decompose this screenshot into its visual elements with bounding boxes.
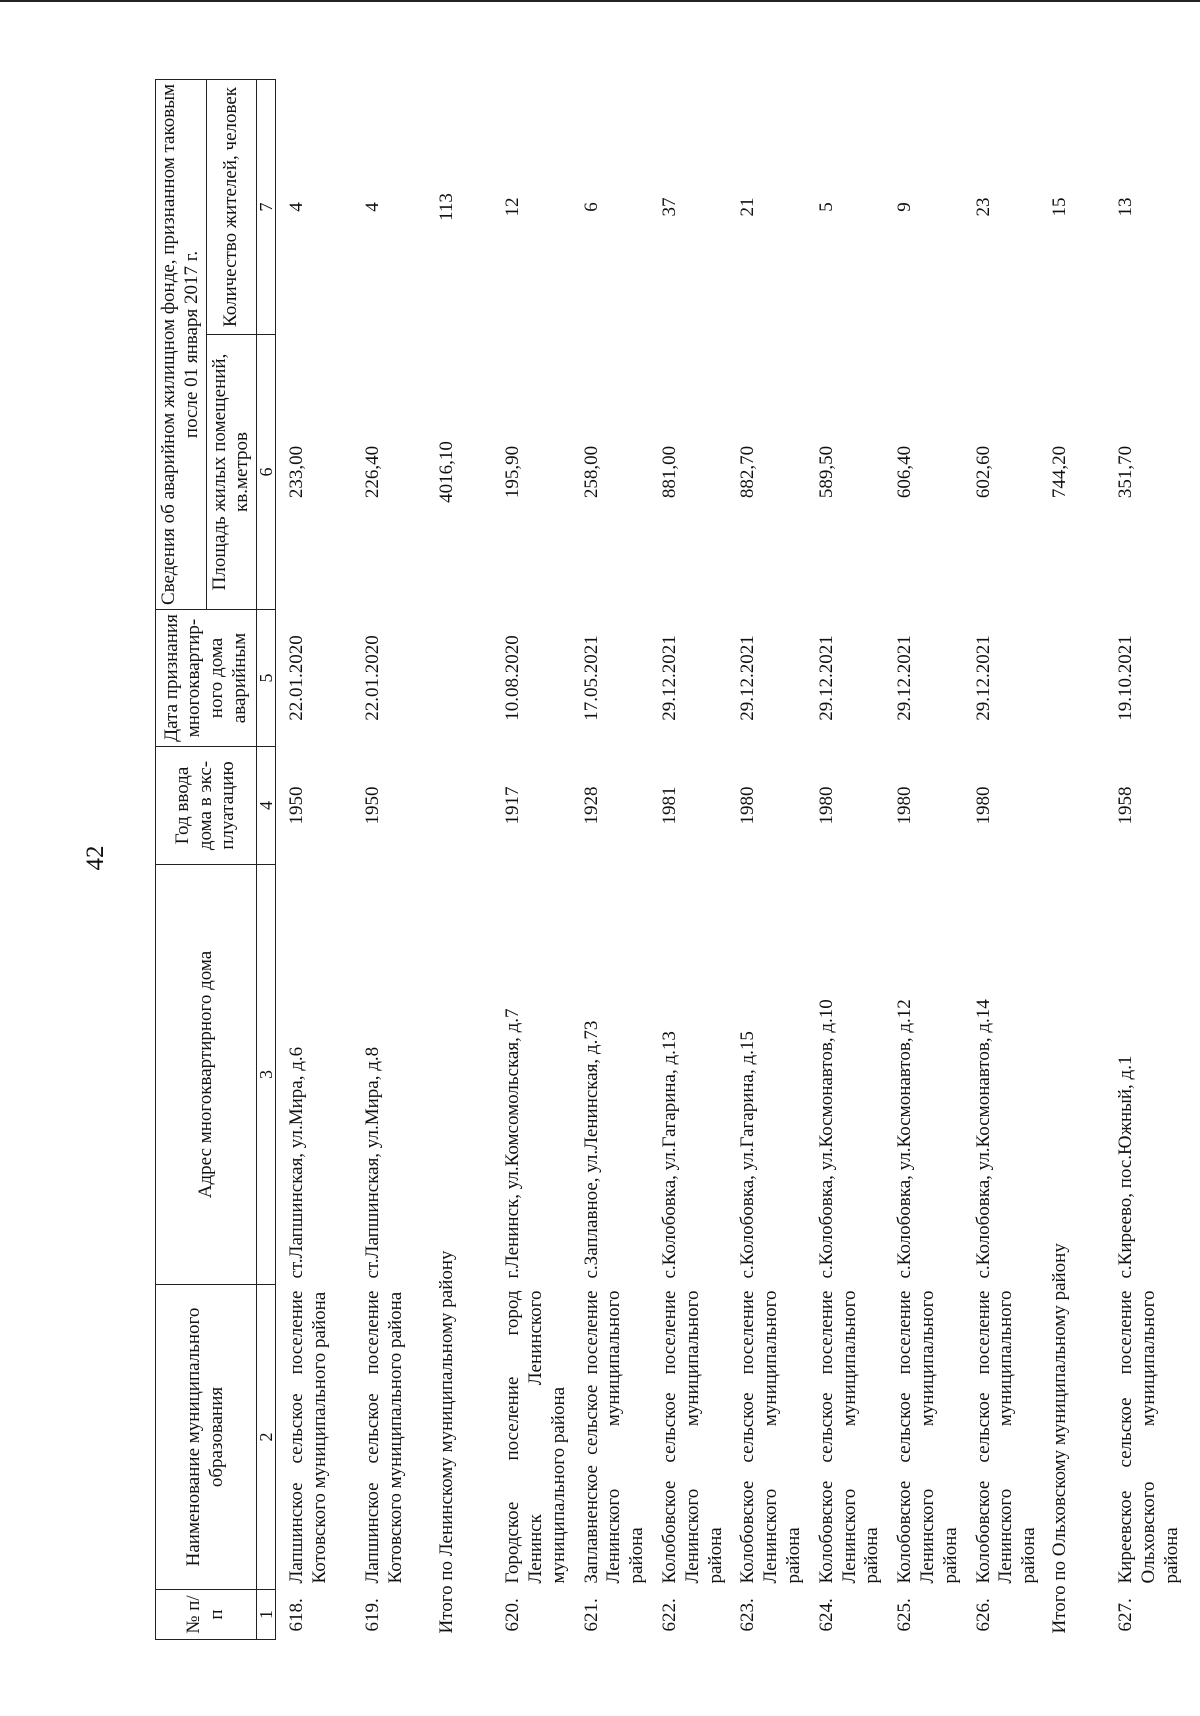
total-row xyxy=(428,79,492,1639)
row-area: 882,70 xyxy=(737,445,759,499)
row-area: 195,90 xyxy=(502,445,524,499)
row-date: 29.12.2021 xyxy=(815,635,837,721)
row-number: 624. xyxy=(815,1598,837,1632)
table-header xyxy=(156,79,276,1639)
row-municipality: Колобовское сельское поселение Ленинского муниципального района xyxy=(894,1290,961,1584)
total-residents: 15 xyxy=(1048,197,1070,217)
table-row xyxy=(884,79,962,1639)
total-label: Итого по Ольховскому муниципальному району xyxy=(1048,1243,1070,1634)
row-number: 625. xyxy=(894,1598,916,1632)
row-year: 1950 xyxy=(362,786,384,825)
row-year: 1928 xyxy=(580,786,602,825)
row-address: с.Колобовка, ул.Гагарина, д.13 xyxy=(658,1031,680,1279)
total-area: 744,20 xyxy=(1048,445,1070,499)
row-municipality: Городское поселение город Ленинск Ленинского муниципального района xyxy=(502,1290,569,1584)
row-area: 606,40 xyxy=(894,445,916,499)
header-num-4: 4 xyxy=(257,747,276,865)
table-row xyxy=(352,79,428,1639)
row-residents: 4 xyxy=(286,202,308,212)
row-number: 619. xyxy=(362,1598,384,1632)
header-area: Площадь жилых помещений, кв.метров xyxy=(206,335,257,610)
row-address: с.Колобовка, ул.Космонавтов, д.14 xyxy=(972,999,994,1279)
total-label: Итого по Ленинскому муниципальному району xyxy=(436,1250,458,1634)
row-residents: 37 xyxy=(658,197,680,217)
row-year: 1958 xyxy=(1114,786,1136,825)
header-address: Адрес многоквартирного дома xyxy=(156,865,257,1285)
row-municipality: Киреевское сельское поселение Ольховского муниципального района xyxy=(1114,1290,1182,1584)
table-row xyxy=(806,79,884,1639)
row-address: с.Киреево, пос.Южный, д.1 xyxy=(1114,1055,1136,1279)
row-residents: 4 xyxy=(362,202,384,212)
row-date: 17.05.2021 xyxy=(580,635,602,721)
row-area: 258,00 xyxy=(580,445,602,499)
header-num-2: 2 xyxy=(257,1285,276,1590)
row-municipality: Колобовское сельское поселение Ленинского муниципального района xyxy=(737,1290,804,1584)
total-area: 4016,10 xyxy=(436,441,458,503)
header-num-1: 1 xyxy=(257,1590,276,1640)
header-num: № п/п xyxy=(156,1590,257,1640)
row-residents: 21 xyxy=(737,197,759,217)
row-date: 29.12.2021 xyxy=(894,635,916,721)
header-municipality: Наименование муниципального образования xyxy=(156,1285,257,1590)
row-municipality: Колобовское сельское поселение Ленинского муниципального района xyxy=(658,1290,726,1584)
row-residents: 12 xyxy=(502,197,524,217)
row-address: ст.Лапшинская, ул.Мира, д.6 xyxy=(286,1046,308,1279)
table-row xyxy=(727,79,805,1639)
row-address: с.Колобовка, ул.Космонавтов, д.12 xyxy=(894,999,916,1279)
row-year: 1980 xyxy=(737,786,759,825)
row-number: 621. xyxy=(580,1598,602,1632)
table-row xyxy=(963,79,1041,1639)
row-date: 29.12.2021 xyxy=(658,635,680,721)
total-residents: 113 xyxy=(436,193,458,221)
row-number: 626. xyxy=(972,1598,994,1632)
table-row xyxy=(1105,79,1183,1639)
row-date: 22.01.2020 xyxy=(362,635,384,721)
row-residents: 5 xyxy=(815,202,837,212)
row-residents: 6 xyxy=(580,202,602,212)
header-num-3: 3 xyxy=(257,865,276,1285)
row-area: 233,00 xyxy=(286,445,308,499)
table-row xyxy=(571,79,649,1639)
table-row xyxy=(649,79,727,1639)
table-row xyxy=(492,79,570,1639)
header-year: Год ввода дома в экс-плуатацию xyxy=(156,747,257,865)
header-num-5: 5 xyxy=(257,610,276,747)
header-emergency-group: Сведения об аварийном жилищном фонде, признанном таковым после 01 января 2017 г. xyxy=(156,79,207,609)
page-top-border xyxy=(0,0,1200,2)
row-municipality: Лапшинское сельское поселение Котовского муниципального района xyxy=(362,1290,406,1584)
row-area: 602,60 xyxy=(972,445,994,499)
row-year: 1950 xyxy=(286,786,308,825)
row-number: 623. xyxy=(737,1598,759,1632)
row-municipality: Заплавненское сельское поселение Ленинского муниципального района xyxy=(580,1290,648,1584)
row-municipality: Лапшинское сельское поселение Котовского муниципального района xyxy=(286,1290,330,1584)
row-area: 881,00 xyxy=(658,445,680,499)
row-residents: 13 xyxy=(1114,197,1136,217)
total-row xyxy=(1041,79,1105,1639)
header-date: Дата признания многоквартир-ного дома аварийным xyxy=(156,610,257,747)
row-year: 1980 xyxy=(894,786,916,825)
row-number: 618. xyxy=(286,1598,308,1632)
header-number-row xyxy=(257,79,276,1639)
row-date: 10.08.2020 xyxy=(502,635,524,721)
row-municipality: Колобовское сельское поселение Ленинского муниципального района xyxy=(972,1290,1040,1584)
row-date: 19.10.2021 xyxy=(1114,635,1136,721)
row-year: 1980 xyxy=(972,786,994,825)
row-residents: 23 xyxy=(972,197,994,217)
housing-table xyxy=(155,79,1183,1640)
row-address: с.Заплавное, ул.Ленинская, д.73 xyxy=(580,1020,602,1279)
row-area: 589,50 xyxy=(815,445,837,499)
row-number: 622. xyxy=(658,1598,680,1632)
header-num-7: 7 xyxy=(257,79,276,334)
row-number: 627. xyxy=(1114,1598,1136,1632)
rotated-page xyxy=(155,70,1182,1640)
row-address: ст.Лапшинская, ул.Мира, д.8 xyxy=(362,1046,384,1279)
row-year: 1980 xyxy=(815,786,837,825)
row-address: с.Колобовка, ул.Гагарина, д.15 xyxy=(737,1031,759,1279)
header-num-6: 6 xyxy=(257,335,276,610)
row-date: 29.12.2021 xyxy=(737,635,759,721)
row-year: 1917 xyxy=(502,786,524,825)
header-residents: Количество жителей, человек xyxy=(206,79,257,334)
row-year: 1981 xyxy=(658,786,680,825)
row-address: с.Колобовка, ул.Космонавтов, д.10 xyxy=(815,999,837,1279)
row-date: 29.12.2021 xyxy=(972,635,994,721)
row-date: 22.01.2020 xyxy=(286,635,308,721)
row-municipality: Колобовское сельское поселение Ленинского муниципального района xyxy=(815,1290,883,1584)
row-address: г.Ленинск, ул.Комсомольская, д.7 xyxy=(502,1008,524,1279)
row-area: 351,70 xyxy=(1114,445,1136,499)
row-number: 620. xyxy=(502,1598,524,1632)
page-number: 42 xyxy=(82,845,109,871)
table-row xyxy=(276,79,353,1639)
row-area: 226,40 xyxy=(362,445,384,499)
row-residents: 9 xyxy=(894,202,916,212)
